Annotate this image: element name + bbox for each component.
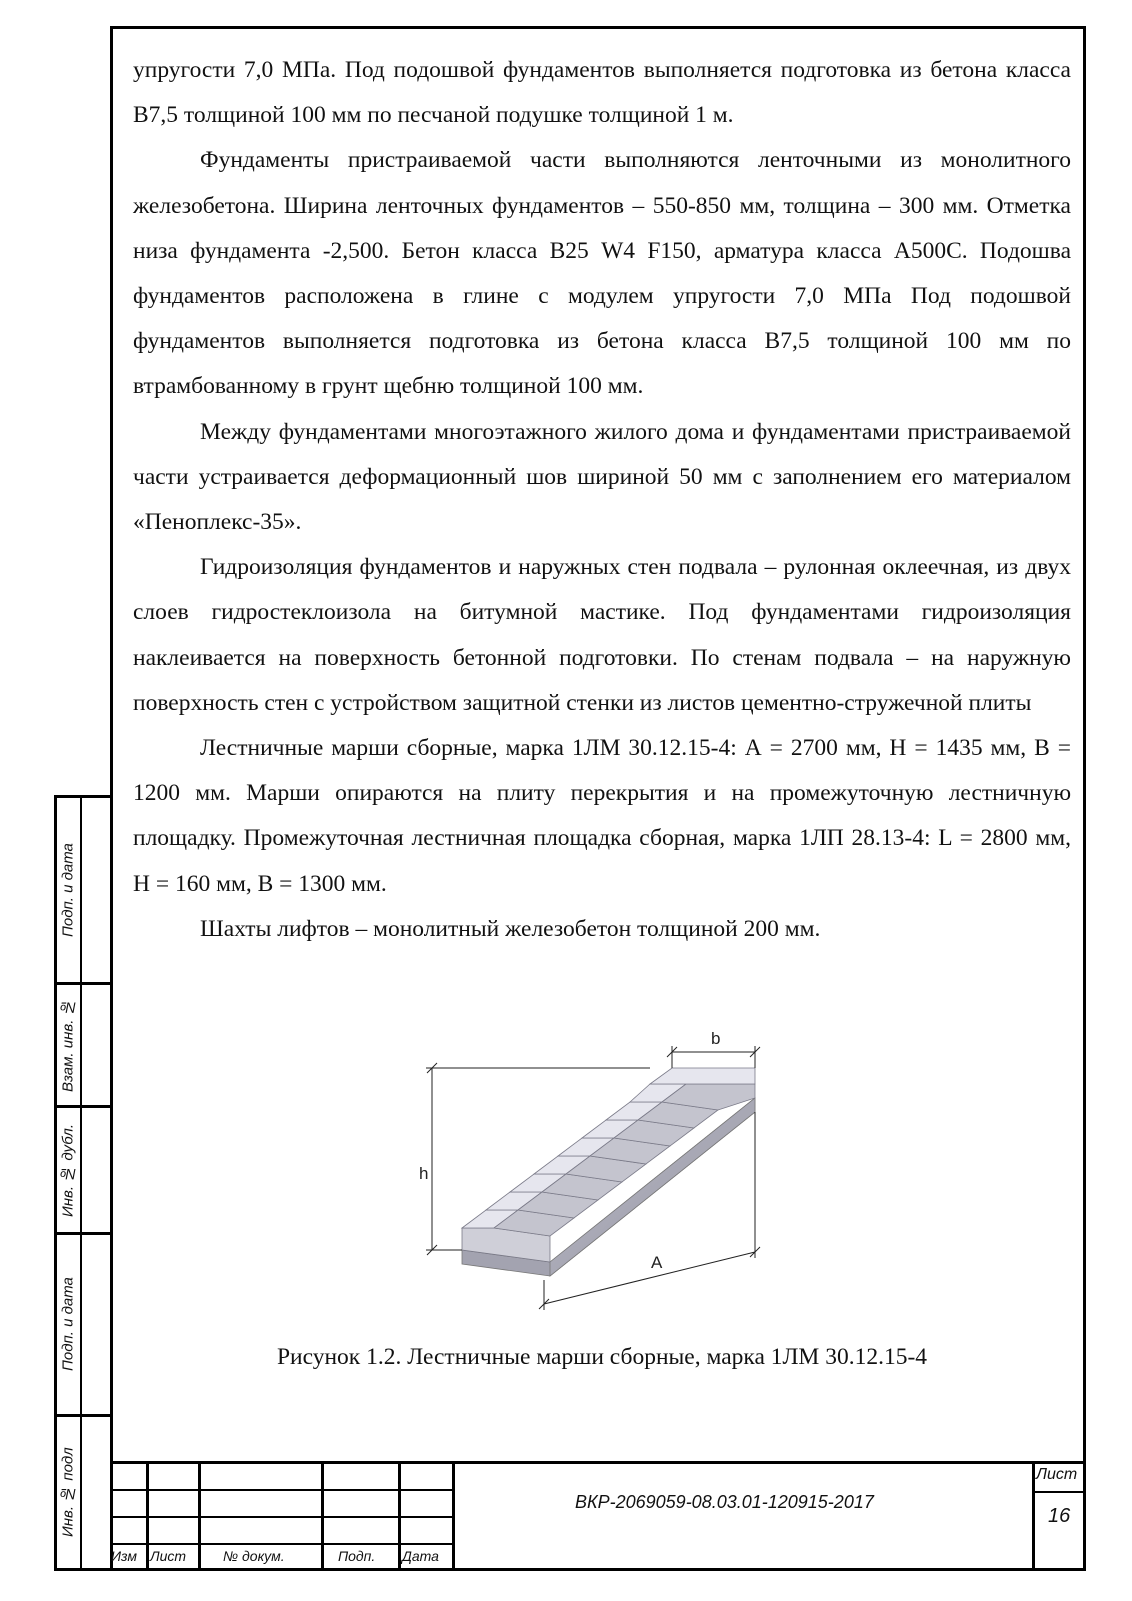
side-stamp-label: Инв. № дубл.	[59, 1123, 77, 1217]
side-stamp-cell	[57, 1417, 110, 1571]
paragraph: Фундаменты пристраиваемой части выполняются ленточными из монолитного железобетона. Ширина ленточных фундаментов – 550-850 мм, толщина – 300 мм. Отметка низа фундамента -2,500. Бетон класса В25 W4 F150, арматура класса А500С. Подошва фундаментов расположена в глине с модулем упругости 7,0 МПа Под подошвой фундаментов выполняется подготовка из бетона класса В7,5 толщиной 100 мм по втрамбованному в грунт щебню толщиной 100 мм.	[133, 147, 1071, 400]
title-block-col-label: Дата	[402, 1548, 439, 1564]
dimension-label-a: A	[651, 1253, 663, 1272]
sheet-label: Лист	[1036, 1466, 1078, 1483]
dimension-label-h: h	[419, 1164, 429, 1183]
stair-steps	[462, 1068, 755, 1262]
document-code: ВКР-2069059-08.03.01-120915-2017	[575, 1492, 874, 1512]
title-block-col-label: № докум.	[223, 1548, 285, 1564]
side-stamp-label: Инв. № подл	[59, 1447, 77, 1538]
paragraph: Шахты лифтов – монолитный железобетон толщиной 200 мм.	[200, 915, 821, 942]
side-stamp-cell	[57, 798, 110, 985]
side-stamp	[54, 795, 110, 1571]
paragraph: Лестничные марши сборные, марка 1ЛМ 30.12.15-4: А = 2700 мм, Н = 1435 мм, В = 1200 мм. Марши опираются на плиту перекрытия и на промежуточную лестничную площадку. Промежуточная лестничная площадка сборная, марка 1ЛП 28.13-4: L = 2800 мм, Н = 160 мм, В = 1300 мм.	[133, 735, 1071, 897]
side-stamp-label: Подп. и дата	[59, 1277, 77, 1372]
title-block-col-label: Изм	[111, 1548, 137, 1564]
side-stamp-cell	[57, 985, 110, 1108]
sheet-number: 16	[1048, 1505, 1071, 1527]
dimension-label-b: b	[711, 1029, 721, 1048]
side-stamp-cell	[57, 1108, 110, 1235]
paragraph: упругости 7,0 МПа. Под подошвой фундаментов выполняется подготовка из бетона класса В7,5 толщиной 100 мм по песчаной подушке толщиной 1 м.	[133, 57, 1071, 129]
side-stamp-label: Взам. инв. №	[59, 998, 77, 1092]
figure-caption: Рисунок 1.2. Лестничные марши сборные, марка 1ЛМ 30.12.15-4	[276, 1344, 928, 1370]
body-text	[133, 48, 1071, 952]
paragraph: Гидроизоляция фундаментов и наружных стен подвала – рулонная оклеечная, из двух слоев гидростеклоизола на битумной мастике. Под фундаментами гидроизоляция наклеивается на поверхность бетонной подготовки. По стенам подвала – на наружную поверхность стен с устройством защитной стенки из листов цементно-стружечной плиты	[133, 554, 1071, 716]
paragraph: Между фундаментами многоэтажного жилого дома и фундаментами пристраиваемой части устраивается деформационный шов шириной 50 мм с заполнением его материалом «Пеноплекс-35».	[133, 418, 1071, 536]
title-block-col-label: Подп.	[338, 1548, 376, 1564]
side-stamp-label: Подп. и дата	[59, 843, 77, 937]
stair-figure	[410, 1022, 790, 1322]
side-stamp-cell	[57, 1235, 110, 1417]
title-block-col-label: Лист	[150, 1548, 187, 1564]
title-block	[110, 1461, 1086, 1571]
